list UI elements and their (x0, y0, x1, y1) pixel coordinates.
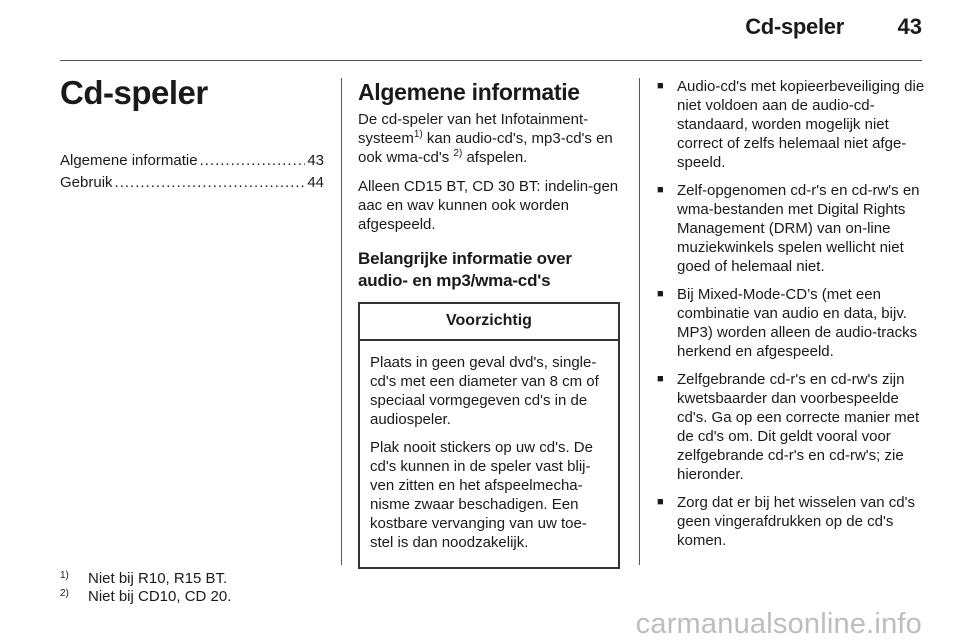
footnote-ref: 2) (453, 148, 463, 159)
footnotes (60, 570, 231, 606)
list-item-text: Bij Mixed-Mode-CD’s (met een combinatie van audio en data, bijv. MP3) worden alleen de audio-tracks herkend en afgespeeld. (677, 286, 918, 360)
toc-entry-algemene-informatie[interactable] (60, 150, 324, 172)
middle-column (358, 78, 620, 569)
list-item-text: Zorg dat er bij het wisselen van cd's geen vingerafdrukken op de cd's komen. (677, 494, 915, 549)
footnote-text: Niet bij CD10, CD 20. (88, 588, 232, 605)
list-item-text: Audio-cd's met kopieerbeveiliging die niet voldoen aan de audio-cd-standaard, worden mogelijk niet correct of zelfs helemaal niet afge-speeld. (677, 78, 925, 171)
header-title: Cd-speler (745, 14, 844, 39)
list-item (656, 285, 926, 361)
list-item (656, 493, 926, 550)
list-item (656, 370, 926, 484)
table-of-contents (60, 150, 324, 194)
caution-body (360, 341, 618, 567)
formats-paragraph: Alleen CD15 BT, CD 30 BT: indelin-gen aac en wav kunnen ook worden afgespeeld. (358, 178, 619, 233)
footnote-mark: 2) (60, 588, 69, 599)
list-item (656, 77, 926, 172)
caution-box (358, 302, 620, 569)
toc-leader-dots (200, 150, 306, 172)
list-item-text: Zelf-opgenomen cd-r's en cd-rw's en wma-bestanden met Digital Rights Management (DRM) van on-line muziekwinkels spelen wellicht niet goed of helemaal niet. (677, 182, 920, 275)
footnote-mark: 1) (60, 570, 69, 581)
toc-entry-gebruik[interactable] (60, 172, 324, 194)
toc-leader-dots (115, 172, 306, 194)
toc-entry-page: 44 (307, 174, 324, 191)
square-bullet-icon: ■ (657, 80, 664, 92)
footnote (60, 588, 231, 606)
subsection-title: Belangrijke informatie over audio- en mp3/wma-cd's (358, 249, 572, 290)
square-bullet-icon: ■ (657, 373, 664, 385)
caution-paragraph: Plak nooit stickers op uw cd's. De cd's kunnen in de speler vast blij-ven zitten en het afspeelmecha-nisme zwaar beschadigen. Een kostbare vervanging van uw toe-stel is dan noodzakelijk. (370, 439, 593, 551)
header-divider (60, 60, 922, 61)
footnote-ref: 1) (413, 129, 423, 140)
square-bullet-icon: ■ (657, 496, 664, 508)
column-divider-left (341, 78, 342, 565)
chapter-title: Cd-speler (60, 74, 208, 111)
toc-entry-page: 43 (307, 152, 324, 169)
intro-text: De cd-speler van het Infotainment-systeem (358, 111, 589, 147)
column-divider-right (639, 78, 640, 565)
footnote-text: Niet bij R10, R15 BT. (88, 570, 228, 587)
intro-text: kan audio-cd's, mp3-cd's en ook wma-cd's (358, 130, 613, 166)
intro-text: afspelen. (462, 149, 528, 166)
list-item (656, 181, 926, 276)
square-bullet-icon: ■ (657, 288, 664, 300)
intro-paragraph (358, 110, 620, 167)
caution-paragraph: Plaats in geen geval dvd's, single-cd's met een diameter van 8 cm of speciaal vormgegeven cd's in de audiospeler. (370, 354, 599, 428)
right-column (656, 77, 926, 559)
square-bullet-icon: ■ (657, 184, 664, 196)
page-number: 43 (897, 14, 922, 39)
section-title: Algemene informatie (358, 79, 580, 105)
toc-entry-label: Gebruik (60, 174, 113, 191)
caution-title: Voorzichtig (360, 304, 618, 341)
list-item-text: Zelfgebrande cd-r's en cd-rw's zijn kwetsbaarder dan voorbespeelde cd's. Ga op een correcte manier met de cd's om. Dit geldt vooral voor zelfgebrande cd-r's en cd-rw's; zie hieronder. (677, 371, 920, 483)
watermark: carmanualsonline.info (635, 608, 922, 640)
toc-entry-label: Algemene informatie (60, 152, 198, 169)
